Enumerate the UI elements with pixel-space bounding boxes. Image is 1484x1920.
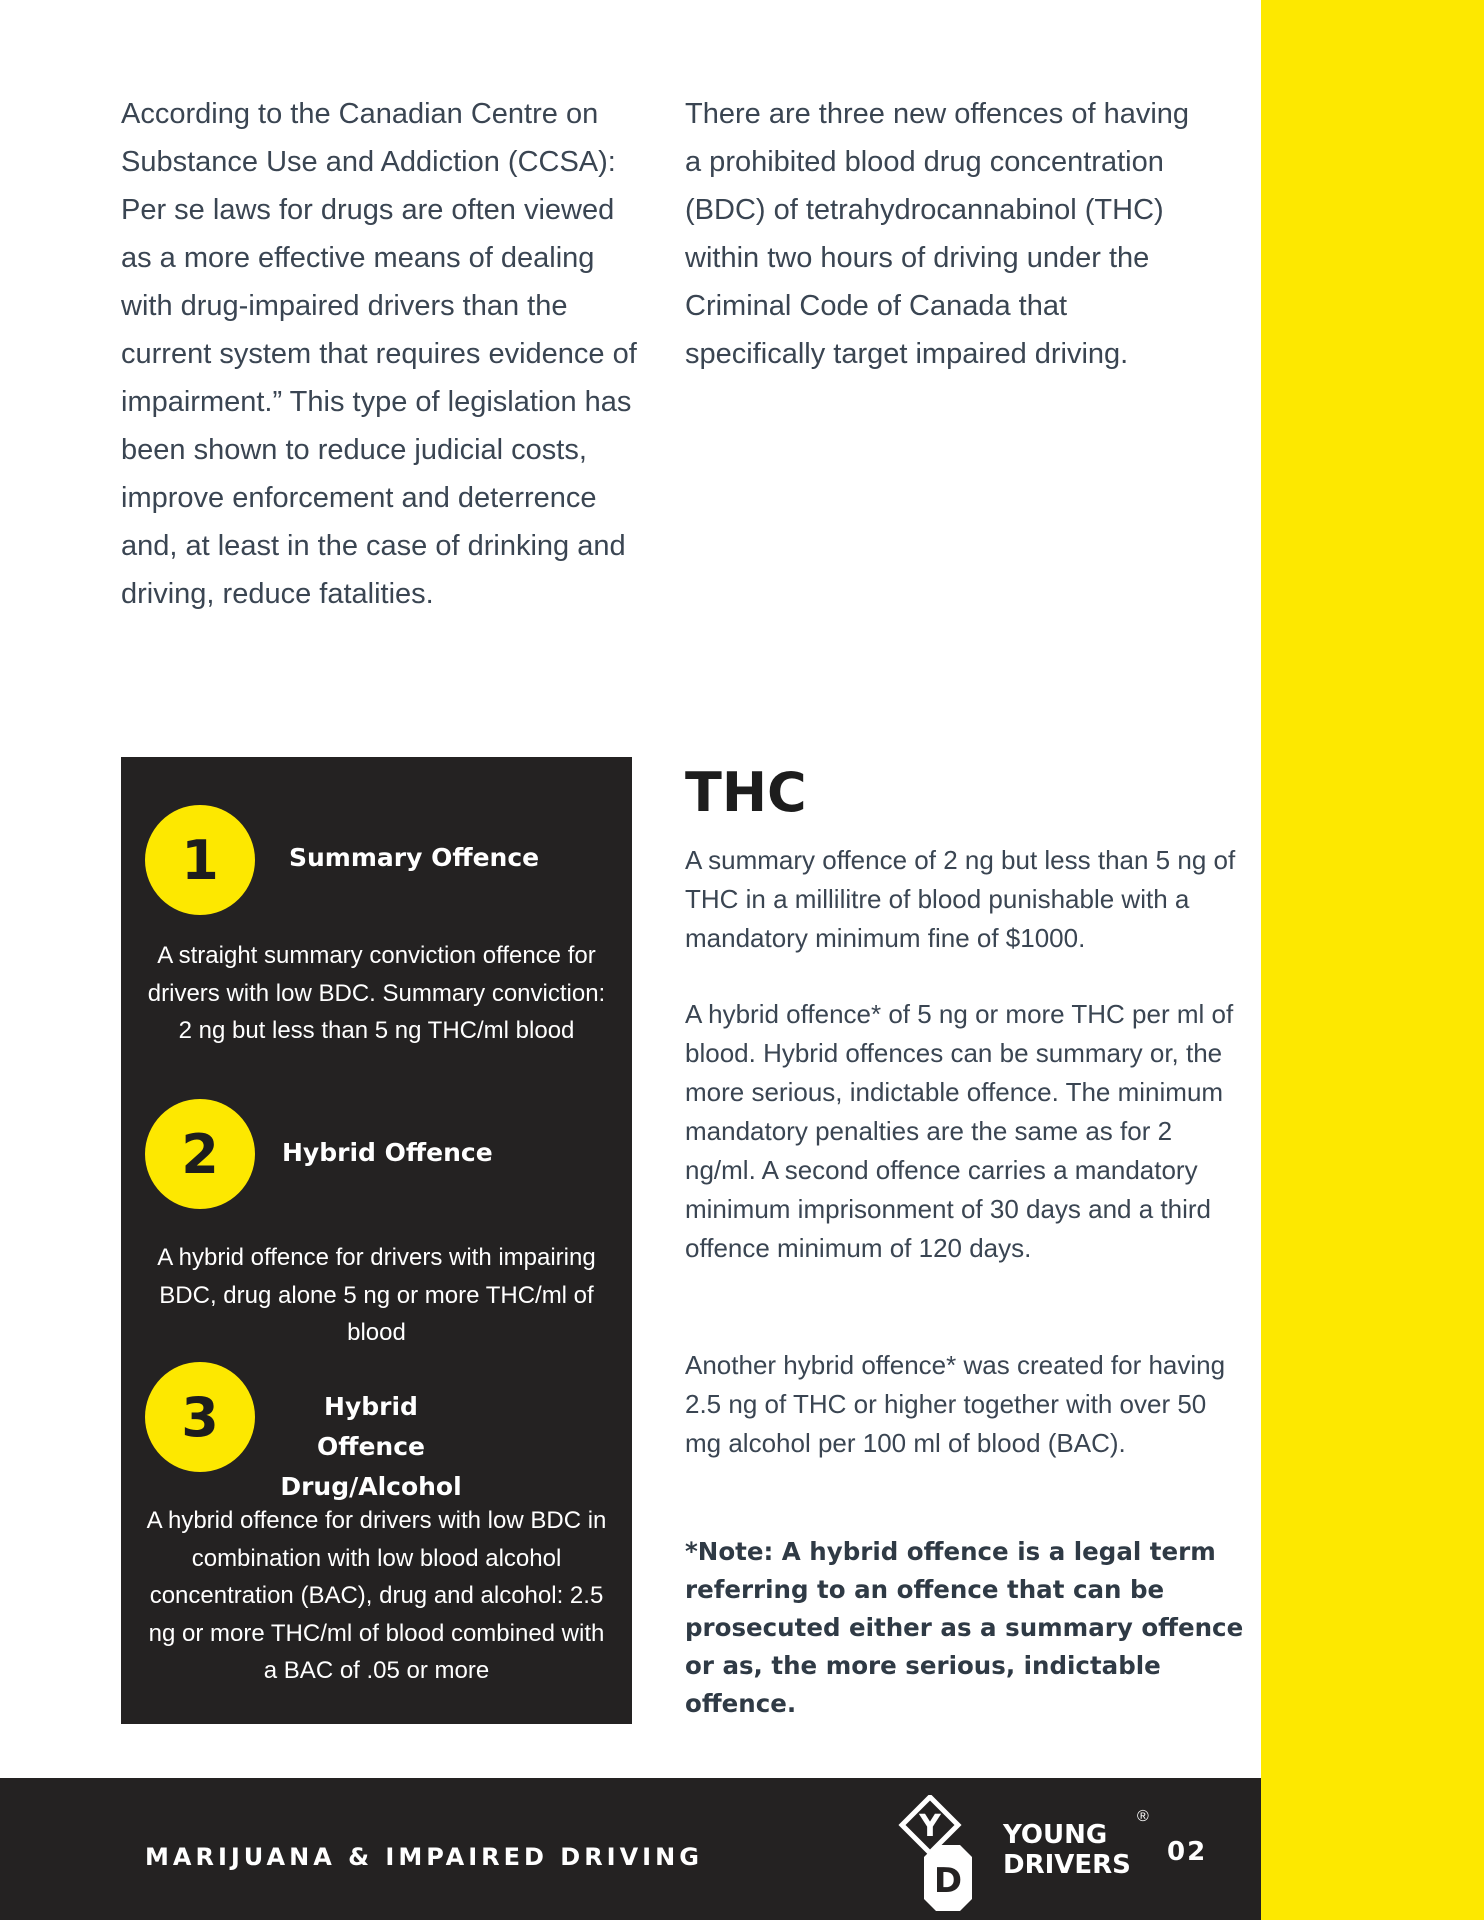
intro-paragraph-right: There are three new offences of having a prohibited blood drug concentration (BDC) of tetrahydrocannabinol (THC) within two hours of driving under the Criminal Code of Canada that specifically target impaired driving. bbox=[685, 98, 1190, 370]
offence-title bbox=[271, 1387, 471, 1507]
offence-description: A hybrid offence for drivers with low BDC in combination with low blood alcohol concentration (BAC), drug and alcohol: 2.5 ng or more THC/ml of blood combined with a BAC of .05 or more bbox=[146, 1507, 607, 1684]
page-number: 02 bbox=[1167, 1837, 1208, 1867]
thc-heading: THC bbox=[685, 761, 807, 824]
logo-letter-y: Y bbox=[919, 1809, 941, 1844]
offence-description: A straight summary conviction offence for drivers with low BDC. Summary conviction: 2 ng but less than 5 ng THC/ml blood bbox=[147, 942, 606, 1044]
young-drivers-logo-icon bbox=[898, 1795, 998, 1913]
yellow-side-band bbox=[1261, 0, 1484, 1920]
hybrid-offence-note: *Note: A hybrid offence is a legal term referring to an offence that can be prosecuted either as a summary offence or as, the more serious, indictable offence. bbox=[685, 1537, 1244, 1718]
thc-paragraph: Another hybrid offence* was created for having 2.5 ng of THC or higher together with over 50 mg alcohol per 100 ml of blood (BAC). bbox=[685, 1350, 1226, 1458]
intro-paragraph-left: According to the Canadian Centre on Substance Use and Addiction (CCSA): Per se laws for drugs are often viewed as a more effective means of dealing with drug-impaired drivers than the current system that requires evidence of impairment.” This type of legislation has been shown to reduce judicial costs, improve enforcement and deterrence and, at least in the case of drinking and driving, reduce fatalities. bbox=[121, 98, 637, 610]
offence-title-line: Drug/Alcohol bbox=[280, 1472, 462, 1501]
offence-number-badge: 3 bbox=[145, 1362, 255, 1472]
offence-title: Hybrid Offence bbox=[282, 1138, 493, 1167]
brand-name bbox=[1003, 1820, 1131, 1880]
footer-title: MARIJUANA & IMPAIRED DRIVING bbox=[145, 1843, 703, 1871]
offence-description: A hybrid offence for drivers with impairing BDC, drug alone 5 ng or more THC/ml of blood bbox=[157, 1244, 596, 1346]
thc-paragraph: A summary offence of 2 ng but less than 5 ng of THC in a millilitre of blood punishable with a mandatory minimum fine of $1000. bbox=[685, 845, 1236, 953]
offence-title-line: Hybrid Offence bbox=[316, 1392, 426, 1461]
brand-line: DRIVERS bbox=[1003, 1850, 1131, 1880]
offences-panel bbox=[121, 757, 632, 1724]
logo-letter-d: D bbox=[933, 1861, 963, 1901]
offence-title: Summary Offence bbox=[289, 843, 540, 872]
offence-number-badge: 1 bbox=[145, 805, 255, 915]
brand-line: YOUNG bbox=[1003, 1820, 1108, 1850]
registered-mark: ® bbox=[1137, 1808, 1149, 1825]
offence-number-badge: 2 bbox=[145, 1099, 255, 1209]
thc-paragraph: A hybrid offence* of 5 ng or more THC per ml of blood. Hybrid offences can be summary or, the more serious, indictable offence. The minimum mandatory penalties are the same as for 2 ng/ml. A second offence carries a mandatory minimum imprisonment of 30 days and a third offence minimum of 120 days. bbox=[685, 999, 1234, 1263]
